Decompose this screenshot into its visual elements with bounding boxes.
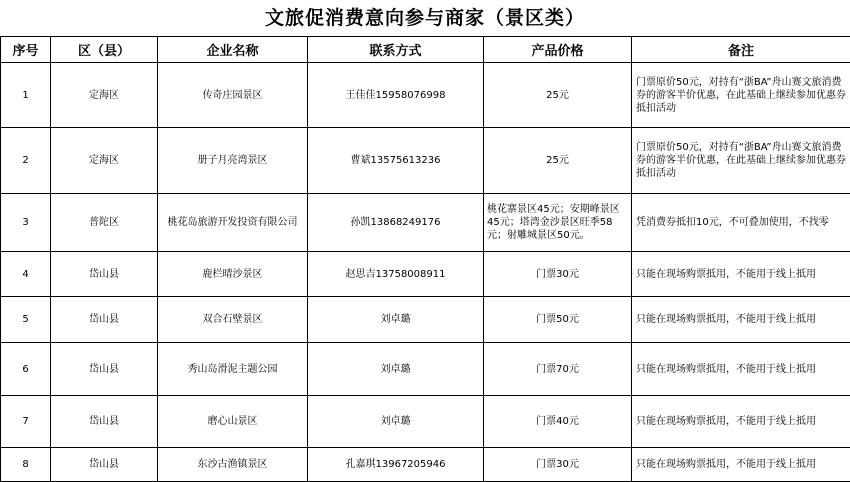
cell-price: 门票50元 <box>484 297 632 343</box>
table-row <box>1 252 850 297</box>
table-row <box>1 448 850 482</box>
cell-area: 岱山县 <box>51 343 158 396</box>
header-price: 产品价格 <box>484 37 632 63</box>
cell-area: 定海区 <box>51 128 158 194</box>
cell-name: 桃花岛旅游开发投资有限公司 <box>158 194 308 252</box>
cell-note: 只能在现场购票抵用，不能用于线上抵用 <box>632 297 850 343</box>
cell-no: 8 <box>1 448 51 482</box>
cell-name: 东沙古渔镇景区 <box>158 448 308 482</box>
header-name: 企业名称 <box>158 37 308 63</box>
cell-price: 25元 <box>484 63 632 128</box>
table-row <box>1 396 850 448</box>
cell-note: 只能在现场购票抵用，不能用于线上抵用 <box>632 343 850 396</box>
cell-contact: 刘卓璐 <box>308 343 484 396</box>
cell-name: 鹿栏晴沙景区 <box>158 252 308 297</box>
cell-area: 普陀区 <box>51 194 158 252</box>
cell-contact: 曹斌13575613236 <box>308 128 484 194</box>
cell-no: 2 <box>1 128 51 194</box>
header-note: 备注 <box>632 37 850 63</box>
cell-area: 岱山县 <box>51 448 158 482</box>
cell-name: 秀山岛滑泥主题公园 <box>158 343 308 396</box>
header-row <box>1 37 850 63</box>
cell-area: 岱山县 <box>51 297 158 343</box>
page-title: 文旅促消费意向参与商家（景区类） <box>0 3 850 33</box>
cell-contact: 孔嘉琪13967205946 <box>308 448 484 482</box>
cell-name: 册子月亮湾景区 <box>158 128 308 194</box>
cell-no: 1 <box>1 63 51 128</box>
cell-note: 只能在现场购票抵用，不能用于线上抵用 <box>632 252 850 297</box>
table-row <box>1 343 850 396</box>
cell-no: 4 <box>1 252 51 297</box>
cell-no: 5 <box>1 297 51 343</box>
merchant-table <box>0 36 850 482</box>
cell-price: 门票40元 <box>484 396 632 448</box>
cell-contact: 刘卓璐 <box>308 396 484 448</box>
cell-contact: 赵思吉13758008911 <box>308 252 484 297</box>
cell-no: 3 <box>1 194 51 252</box>
cell-note: 门票原价50元，对持有“浙BA”舟山赛文旅消费券的游客半价优惠，在此基础上继续参加优惠券抵扣活动 <box>632 63 850 128</box>
cell-area: 定海区 <box>51 63 158 128</box>
table-row <box>1 63 850 128</box>
header-area: 区（县） <box>51 37 158 63</box>
cell-price: 门票30元 <box>484 252 632 297</box>
cell-price: 门票30元 <box>484 448 632 482</box>
table-row <box>1 194 850 252</box>
header-contact: 联系方式 <box>308 37 484 63</box>
cell-no: 7 <box>1 396 51 448</box>
cell-note: 门票原价50元，对持有“浙BA”舟山赛文旅消费券的游客半价优惠，在此基础上继续参加优惠券抵扣活动 <box>632 128 850 194</box>
header-no: 序号 <box>1 37 51 63</box>
cell-name: 传奇庄园景区 <box>158 63 308 128</box>
cell-price: 桃花寨景区45元；安期峰景区45元；塔湾金沙景区旺季58元；射雕城景区50元。 <box>484 194 632 252</box>
cell-contact: 王佳佳15958076998 <box>308 63 484 128</box>
cell-price: 门票70元 <box>484 343 632 396</box>
cell-no: 6 <box>1 343 51 396</box>
cell-name: 双合石壁景区 <box>158 297 308 343</box>
cell-note: 凭消费券抵扣10元，不可叠加使用，不找零 <box>632 194 850 252</box>
cell-contact: 孙凯13868249176 <box>308 194 484 252</box>
cell-contact: 刘卓璐 <box>308 297 484 343</box>
cell-price: 25元 <box>484 128 632 194</box>
cell-area: 岱山县 <box>51 396 158 448</box>
cell-area: 岱山县 <box>51 252 158 297</box>
cell-note: 只能在现场购票抵用，不能用于线上抵用 <box>632 396 850 448</box>
cell-name: 磨心山景区 <box>158 396 308 448</box>
table-row <box>1 297 850 343</box>
table-row <box>1 128 850 194</box>
cell-note: 只能在现场购票抵用，不能用于线上抵用 <box>632 448 850 482</box>
